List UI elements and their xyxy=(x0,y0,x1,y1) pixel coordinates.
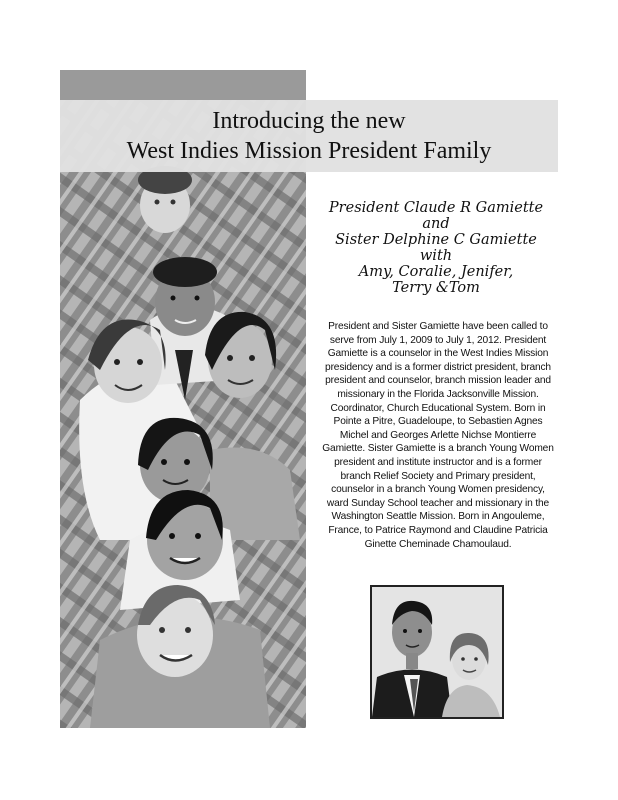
bio-paragraph: President and Sister Gamiette have been called to serve from July 1, 2009 to July 1, 2012. President Gamiette is a counselor in the West Indies Mission presidency and is a former district president, branch president and counselor, branch mission leader and missionary in the Florida Jacksonville Mission. Coordinator, Church Educational System. Born in Pointe a Pitre, Guadeloupe, to Sebastien Agnes Michel and Georges Arlette Nichse Montierre Gamiette. Sister Gamiette is a branch Young Women president and institute instructor and is a former branch Relief Society and Primary president, counselor in a branch Young Women presidency, ward Sunday School teacher and missionary in the Washington Seattle Mission. Born in Angouleme, France, to Patrice Raymond and Claudine Patricia Ginette Cheminade Chamoulaud. xyxy=(322,321,554,550)
children-names-line-2: Terry &Tom xyxy=(392,280,480,296)
couple-photo-graphic xyxy=(372,587,502,717)
sister-name: Sister Delphine C Gamiette xyxy=(335,232,537,248)
title-line-2: West Indies Mission President Family xyxy=(126,138,492,164)
with-text: with xyxy=(419,248,453,264)
title-line-1: Introducing the new xyxy=(212,108,406,134)
and-text: and xyxy=(422,216,450,232)
family-names xyxy=(318,200,554,296)
title-banner xyxy=(60,100,558,172)
president-name: President Claude R Gamiette xyxy=(328,200,544,216)
couple-photo xyxy=(370,585,504,719)
children-names-line-1: Amy, Coralie, Jenifer, xyxy=(358,264,514,280)
